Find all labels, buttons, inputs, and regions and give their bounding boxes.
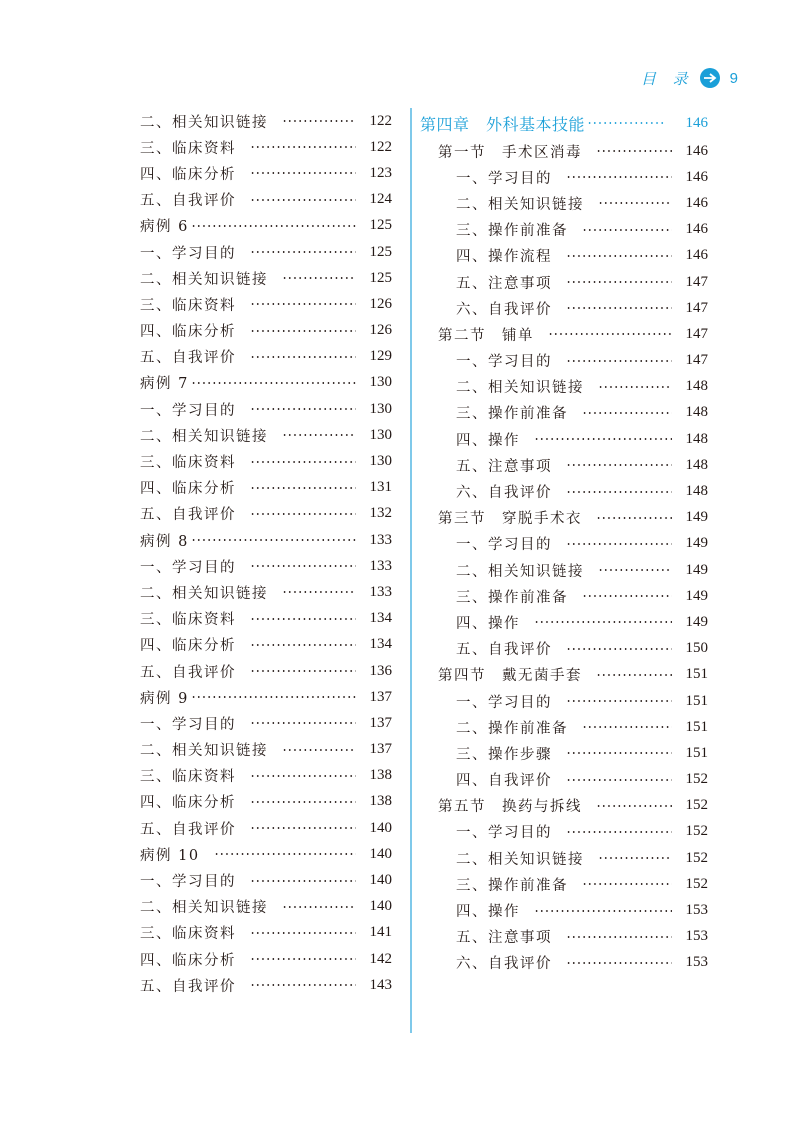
toc-entry bbox=[140, 213, 392, 239]
dot-leader bbox=[566, 491, 672, 493]
toc-right-column bbox=[420, 108, 708, 976]
dot-leader bbox=[587, 122, 664, 124]
toc-entry-title: 五、自我评价 bbox=[140, 978, 236, 995]
toc-entry bbox=[420, 636, 708, 662]
dot-leader bbox=[534, 438, 672, 440]
toc-entry-page: 153 bbox=[685, 928, 708, 945]
toc-entry-page: 137 bbox=[369, 688, 392, 705]
toc-entry-title: 第四节 戴无菌手套 bbox=[438, 668, 582, 685]
toc-entry-title: 一、学习目的 bbox=[140, 245, 236, 262]
toc-entry-page: 152 bbox=[685, 771, 708, 788]
toc-entry-title: 二、操作前准备 bbox=[456, 720, 568, 737]
toc-entry-page: 149 bbox=[685, 535, 708, 552]
toc-entry bbox=[420, 426, 708, 452]
toc-entry bbox=[420, 845, 708, 871]
toc-entry-page: 149 bbox=[685, 561, 708, 578]
toc-entry bbox=[140, 946, 392, 972]
toc-entry bbox=[140, 187, 392, 213]
toc-entry bbox=[140, 815, 392, 841]
toc-entry-page: 125 bbox=[369, 269, 392, 286]
toc-entry-title: 二、相关知识链接 bbox=[140, 428, 268, 445]
toc-entry-page: 126 bbox=[369, 295, 392, 312]
toc-entry bbox=[140, 291, 392, 317]
toc-entry-page: 146 bbox=[685, 247, 708, 264]
toc-entry bbox=[140, 763, 392, 789]
toc-entry-page: 122 bbox=[369, 112, 392, 129]
toc-entry-title: 四、临床分析 bbox=[140, 166, 236, 183]
dot-leader bbox=[596, 805, 672, 807]
toc-entry-page: 131 bbox=[369, 479, 392, 496]
toc-entry bbox=[140, 396, 392, 422]
toc-entry-page: 136 bbox=[369, 662, 392, 679]
toc-entry-title: 第五节 换药与拆线 bbox=[438, 799, 582, 816]
toc-entry-page: 140 bbox=[369, 819, 392, 836]
dot-leader bbox=[566, 962, 672, 964]
toc-entry-page: 134 bbox=[369, 636, 392, 653]
toc-entry-page: 132 bbox=[369, 505, 392, 522]
dot-leader bbox=[566, 648, 672, 650]
dot-leader bbox=[191, 382, 356, 384]
toc-entry-title: 二、相关知识链接 bbox=[140, 271, 268, 288]
toc-entry-title: 四、临床分析 bbox=[140, 795, 236, 812]
toc-entry-title: 二、相关知识链接 bbox=[456, 851, 584, 868]
toc-entry-page: 125 bbox=[369, 243, 392, 260]
toc-entry-page: 152 bbox=[685, 797, 708, 814]
dot-leader bbox=[598, 386, 672, 388]
toc-entry bbox=[140, 658, 392, 684]
dot-leader bbox=[582, 229, 672, 231]
dot-leader bbox=[566, 831, 672, 833]
toc-entry bbox=[140, 239, 392, 265]
toc-entry-page: 146 bbox=[685, 114, 708, 131]
toc-entry bbox=[140, 684, 392, 710]
toc-entry-title: 六、自我评价 bbox=[456, 956, 552, 973]
toc-entry-title: 六、自我评价 bbox=[456, 301, 552, 318]
dot-leader bbox=[250, 618, 356, 620]
toc-entry-title: 三、临床资料 bbox=[140, 612, 236, 629]
toc-entry-page: 151 bbox=[685, 744, 708, 761]
toc-entry-page: 143 bbox=[369, 976, 392, 993]
dot-leader bbox=[566, 281, 672, 283]
dot-leader bbox=[598, 569, 672, 571]
toc-entry bbox=[140, 894, 392, 920]
dot-leader bbox=[250, 801, 356, 803]
toc-section-entry bbox=[420, 793, 708, 819]
toc-entry-title: 一、学习目的 bbox=[456, 170, 552, 187]
dot-leader bbox=[282, 906, 356, 908]
toc-entry-page: 147 bbox=[685, 273, 708, 290]
toc-entry bbox=[140, 867, 392, 893]
page-number: 9 bbox=[729, 69, 738, 87]
dot-leader bbox=[282, 120, 356, 122]
toc-entry-title: 四、临床分析 bbox=[140, 638, 236, 655]
toc-entry-title: 六、自我评价 bbox=[456, 485, 552, 502]
toc-entry-title: 第二节 铺单 bbox=[438, 327, 534, 344]
toc-entry bbox=[420, 374, 708, 400]
toc-entry-title: 第一节 手术区消毒 bbox=[438, 144, 582, 161]
toc-entry-page: 153 bbox=[685, 902, 708, 919]
toc-entry-page: 152 bbox=[685, 823, 708, 840]
dot-leader bbox=[282, 277, 356, 279]
toc-entry bbox=[420, 190, 708, 216]
toc-entry-title: 五、自我评价 bbox=[140, 664, 236, 681]
toc-entry bbox=[140, 108, 392, 134]
dot-leader bbox=[250, 644, 356, 646]
dot-leader bbox=[566, 936, 672, 938]
toc-entry-page: 152 bbox=[685, 875, 708, 892]
dot-leader bbox=[250, 827, 356, 829]
toc-entry-title: 病例 9 bbox=[140, 690, 189, 707]
toc-entry bbox=[420, 452, 708, 478]
toc-entry-page: 149 bbox=[685, 587, 708, 604]
dot-leader bbox=[250, 487, 356, 489]
toc-entry bbox=[420, 348, 708, 374]
toc-entry-page: 122 bbox=[369, 138, 392, 155]
toc-entry-page: 124 bbox=[369, 191, 392, 208]
toc-entry bbox=[420, 819, 708, 845]
toc-entry bbox=[140, 789, 392, 815]
toc-section-entry bbox=[420, 138, 708, 164]
dot-leader bbox=[566, 779, 672, 781]
toc-entry-title: 五、自我评价 bbox=[140, 350, 236, 367]
dot-leader bbox=[250, 932, 356, 934]
toc-entry-title: 一、学习目的 bbox=[456, 354, 552, 371]
dot-leader bbox=[282, 434, 356, 436]
toc-entry-title: 四、临床分析 bbox=[140, 952, 236, 969]
toc-entry-page: 148 bbox=[685, 430, 708, 447]
page-header bbox=[641, 66, 738, 90]
toc-entry-title: 三、临床资料 bbox=[140, 769, 236, 786]
toc-entry-page: 133 bbox=[369, 531, 392, 548]
toc-entry-title: 三、操作前准备 bbox=[456, 406, 568, 423]
toc-entry bbox=[140, 606, 392, 632]
dot-leader bbox=[566, 543, 672, 545]
toc-entry-title: 五、注意事项 bbox=[456, 930, 552, 947]
toc-entry bbox=[140, 344, 392, 370]
toc-entry bbox=[420, 714, 708, 740]
toc-entry-page: 129 bbox=[369, 348, 392, 365]
dot-leader bbox=[596, 674, 672, 676]
toc-entry-title: 四、操作 bbox=[456, 615, 520, 632]
toc-entry-title: 四、临床分析 bbox=[140, 481, 236, 498]
toc-entry bbox=[420, 871, 708, 897]
toc-entry-title: 三、操作步骤 bbox=[456, 746, 552, 763]
dot-leader bbox=[582, 883, 672, 885]
toc-entry-title: 二、相关知识链接 bbox=[140, 900, 268, 917]
toc-entry-page: 130 bbox=[369, 374, 392, 391]
toc-entry-page: 130 bbox=[369, 453, 392, 470]
toc-entry-page: 137 bbox=[369, 714, 392, 731]
toc-entry-title: 四、操作 bbox=[456, 432, 520, 449]
toc-entry-title: 病例 8 bbox=[140, 533, 189, 550]
toc-entry bbox=[140, 710, 392, 736]
toc-entry bbox=[140, 841, 392, 867]
toc-entry bbox=[420, 924, 708, 950]
toc-entry bbox=[420, 269, 708, 295]
toc-entry-page: 147 bbox=[685, 325, 708, 342]
toc-entry-page: 140 bbox=[369, 898, 392, 915]
dot-leader bbox=[596, 150, 672, 152]
toc-entry bbox=[420, 400, 708, 426]
dot-leader bbox=[566, 360, 672, 362]
toc-entry bbox=[420, 164, 708, 190]
toc-entry-page: 149 bbox=[685, 509, 708, 526]
toc-entry-page: 148 bbox=[685, 483, 708, 500]
toc-entry-page: 133 bbox=[369, 583, 392, 600]
toc-section-entry bbox=[420, 505, 708, 531]
toc-entry-page: 148 bbox=[685, 404, 708, 421]
toc-entry bbox=[420, 531, 708, 557]
toc-section-entry bbox=[420, 662, 708, 688]
dot-leader bbox=[566, 752, 672, 754]
toc-entry-page: 130 bbox=[369, 426, 392, 443]
toc-entry-page: 134 bbox=[369, 610, 392, 627]
toc-entry bbox=[140, 265, 392, 291]
dot-leader bbox=[596, 517, 672, 519]
toc-entry-title: 一、学习目的 bbox=[140, 716, 236, 733]
toc-entry-title: 三、临床资料 bbox=[140, 455, 236, 472]
toc-entry bbox=[420, 295, 708, 321]
toc-entry-title: 二、相关知识链接 bbox=[140, 743, 268, 760]
toc-entry-page: 125 bbox=[369, 217, 392, 234]
toc-entry-title: 病例 6 bbox=[140, 219, 189, 236]
toc-entry bbox=[420, 688, 708, 714]
toc-entry-title: 三、操作前准备 bbox=[456, 589, 568, 606]
toc-left-column bbox=[140, 108, 392, 998]
toc-entry bbox=[420, 767, 708, 793]
dot-leader bbox=[548, 333, 672, 335]
toc-entry-page: 146 bbox=[685, 168, 708, 185]
toc-entry-page: 123 bbox=[369, 164, 392, 181]
toc-entry-title: 四、操作 bbox=[456, 904, 520, 921]
toc-entry-title: 二、相关知识链接 bbox=[140, 114, 268, 131]
toc-entry-title: 五、自我评价 bbox=[140, 193, 236, 210]
toc-entry-title: 病例 10 bbox=[140, 847, 200, 864]
toc-entry-title: 二、相关知识链接 bbox=[456, 563, 584, 580]
toc-entry-title: 三、临床资料 bbox=[140, 140, 236, 157]
toc-entry-title: 四、临床分析 bbox=[140, 324, 236, 341]
dot-leader bbox=[191, 696, 356, 698]
dot-leader bbox=[282, 591, 356, 593]
toc-entry-page: 147 bbox=[685, 352, 708, 369]
toc-entry-title: 三、操作前准备 bbox=[456, 877, 568, 894]
dot-leader bbox=[250, 513, 356, 515]
dot-leader bbox=[566, 255, 672, 257]
toc-entry-title: 第四章 外科基本技能 bbox=[420, 114, 586, 134]
toc-entry bbox=[140, 553, 392, 579]
toc-entry bbox=[140, 579, 392, 605]
toc-entry-page: 140 bbox=[369, 872, 392, 889]
dot-leader bbox=[582, 595, 672, 597]
toc-entry bbox=[140, 318, 392, 344]
toc-entry-title: 五、注意事项 bbox=[456, 458, 552, 475]
toc-entry bbox=[140, 475, 392, 501]
toc-entry-title: 三、临床资料 bbox=[140, 926, 236, 943]
toc-entry-page: 151 bbox=[685, 666, 708, 683]
toc-entry-title: 一、学习目的 bbox=[140, 402, 236, 419]
dot-leader bbox=[250, 722, 356, 724]
dot-leader bbox=[566, 700, 672, 702]
dot-leader bbox=[250, 880, 356, 882]
toc-entry-page: 147 bbox=[685, 299, 708, 316]
toc-entry bbox=[140, 448, 392, 474]
toc-entry bbox=[420, 478, 708, 504]
toc-entry-title: 五、自我评价 bbox=[140, 507, 236, 524]
toc-entry-title: 一、学习目的 bbox=[140, 874, 236, 891]
dot-leader bbox=[191, 225, 356, 227]
toc-entry-title: 四、操作流程 bbox=[456, 249, 552, 266]
toc-entry-page: 146 bbox=[685, 194, 708, 211]
toc-entry-page: 148 bbox=[685, 456, 708, 473]
dot-leader bbox=[250, 670, 356, 672]
toc-entry-page: 149 bbox=[685, 613, 708, 630]
dot-leader bbox=[534, 621, 672, 623]
toc-entry-title: 二、相关知识链接 bbox=[456, 196, 584, 213]
toc-entry bbox=[140, 632, 392, 658]
toc-entry bbox=[140, 737, 392, 763]
toc-entry bbox=[140, 501, 392, 527]
dot-leader bbox=[598, 202, 672, 204]
header-title: 目 录 bbox=[640, 69, 694, 88]
dot-leader bbox=[250, 251, 356, 253]
toc-entry bbox=[420, 217, 708, 243]
toc-entry bbox=[140, 134, 392, 160]
toc-entry-page: 146 bbox=[685, 221, 708, 238]
toc-entry-page: 133 bbox=[369, 557, 392, 574]
column-divider bbox=[410, 108, 412, 1033]
toc-entry-title: 二、相关知识链接 bbox=[140, 585, 268, 602]
toc-entry-page: 137 bbox=[369, 741, 392, 758]
dot-leader bbox=[250, 565, 356, 567]
toc-entry-title: 二、相关知识链接 bbox=[456, 380, 584, 397]
toc-entry-title: 三、临床资料 bbox=[140, 297, 236, 314]
dot-leader bbox=[250, 356, 356, 358]
toc-entry-page: 153 bbox=[685, 954, 708, 971]
toc-entry bbox=[140, 972, 392, 998]
dot-leader bbox=[582, 412, 672, 414]
toc-entry-page: 151 bbox=[685, 718, 708, 735]
dot-leader bbox=[250, 303, 356, 305]
toc-entry bbox=[140, 920, 392, 946]
toc-entry-page: 146 bbox=[685, 142, 708, 159]
toc-entry bbox=[420, 950, 708, 976]
toc-entry-page: 138 bbox=[369, 793, 392, 810]
toc-entry-title: 一、学习目的 bbox=[456, 694, 552, 711]
dot-leader bbox=[566, 464, 672, 466]
dot-leader bbox=[250, 199, 356, 201]
dot-leader bbox=[214, 853, 356, 855]
dot-leader bbox=[250, 958, 356, 960]
toc-entry-title: 五、自我评价 bbox=[140, 821, 236, 838]
toc-entry bbox=[420, 583, 708, 609]
dot-leader bbox=[250, 984, 356, 986]
dot-leader bbox=[282, 749, 356, 751]
dot-leader bbox=[598, 857, 672, 859]
toc-entry-title: 一、学习目的 bbox=[456, 537, 552, 554]
toc-entry bbox=[140, 422, 392, 448]
toc-entry-page: 138 bbox=[369, 767, 392, 784]
toc-entry-page: 130 bbox=[369, 400, 392, 417]
dot-leader bbox=[534, 910, 672, 912]
dot-leader bbox=[191, 539, 356, 541]
toc-entry-page: 126 bbox=[369, 322, 392, 339]
toc-entry bbox=[140, 370, 392, 396]
toc-entry-title: 一、学习目的 bbox=[140, 559, 236, 576]
arrow-right-icon bbox=[700, 68, 720, 88]
dot-leader bbox=[250, 172, 356, 174]
dot-leader bbox=[566, 307, 672, 309]
dot-leader bbox=[250, 461, 356, 463]
toc-entry-page: 148 bbox=[685, 378, 708, 395]
toc-entry-title: 一、学习目的 bbox=[456, 825, 552, 842]
toc-entry bbox=[420, 557, 708, 583]
toc-entry bbox=[420, 740, 708, 766]
toc-entry-page: 152 bbox=[685, 849, 708, 866]
dot-leader bbox=[250, 408, 356, 410]
toc-entry-page: 150 bbox=[685, 640, 708, 657]
toc-entry-page: 141 bbox=[369, 924, 392, 941]
toc-chapter-entry bbox=[420, 108, 708, 138]
dot-leader bbox=[250, 146, 356, 148]
toc-entry-page: 151 bbox=[685, 692, 708, 709]
toc-entry-page: 142 bbox=[369, 950, 392, 967]
toc-entry-title: 五、自我评价 bbox=[456, 642, 552, 659]
toc-entry-page: 140 bbox=[369, 845, 392, 862]
dot-leader bbox=[566, 176, 672, 178]
toc-entry bbox=[420, 609, 708, 635]
toc-entry bbox=[420, 243, 708, 269]
toc-entry-title: 三、操作前准备 bbox=[456, 223, 568, 240]
toc-section-entry bbox=[420, 321, 708, 347]
toc-entry-title: 病例 7 bbox=[140, 376, 189, 393]
dot-leader bbox=[250, 330, 356, 332]
dot-leader bbox=[582, 726, 672, 728]
toc-entry bbox=[140, 160, 392, 186]
toc-entry bbox=[420, 897, 708, 923]
dot-leader bbox=[250, 775, 356, 777]
toc-entry-title: 五、注意事项 bbox=[456, 275, 552, 292]
toc-entry-title: 第三节 穿脱手术衣 bbox=[438, 511, 582, 528]
toc-entry bbox=[140, 527, 392, 553]
toc-entry-title: 四、自我评价 bbox=[456, 773, 552, 790]
